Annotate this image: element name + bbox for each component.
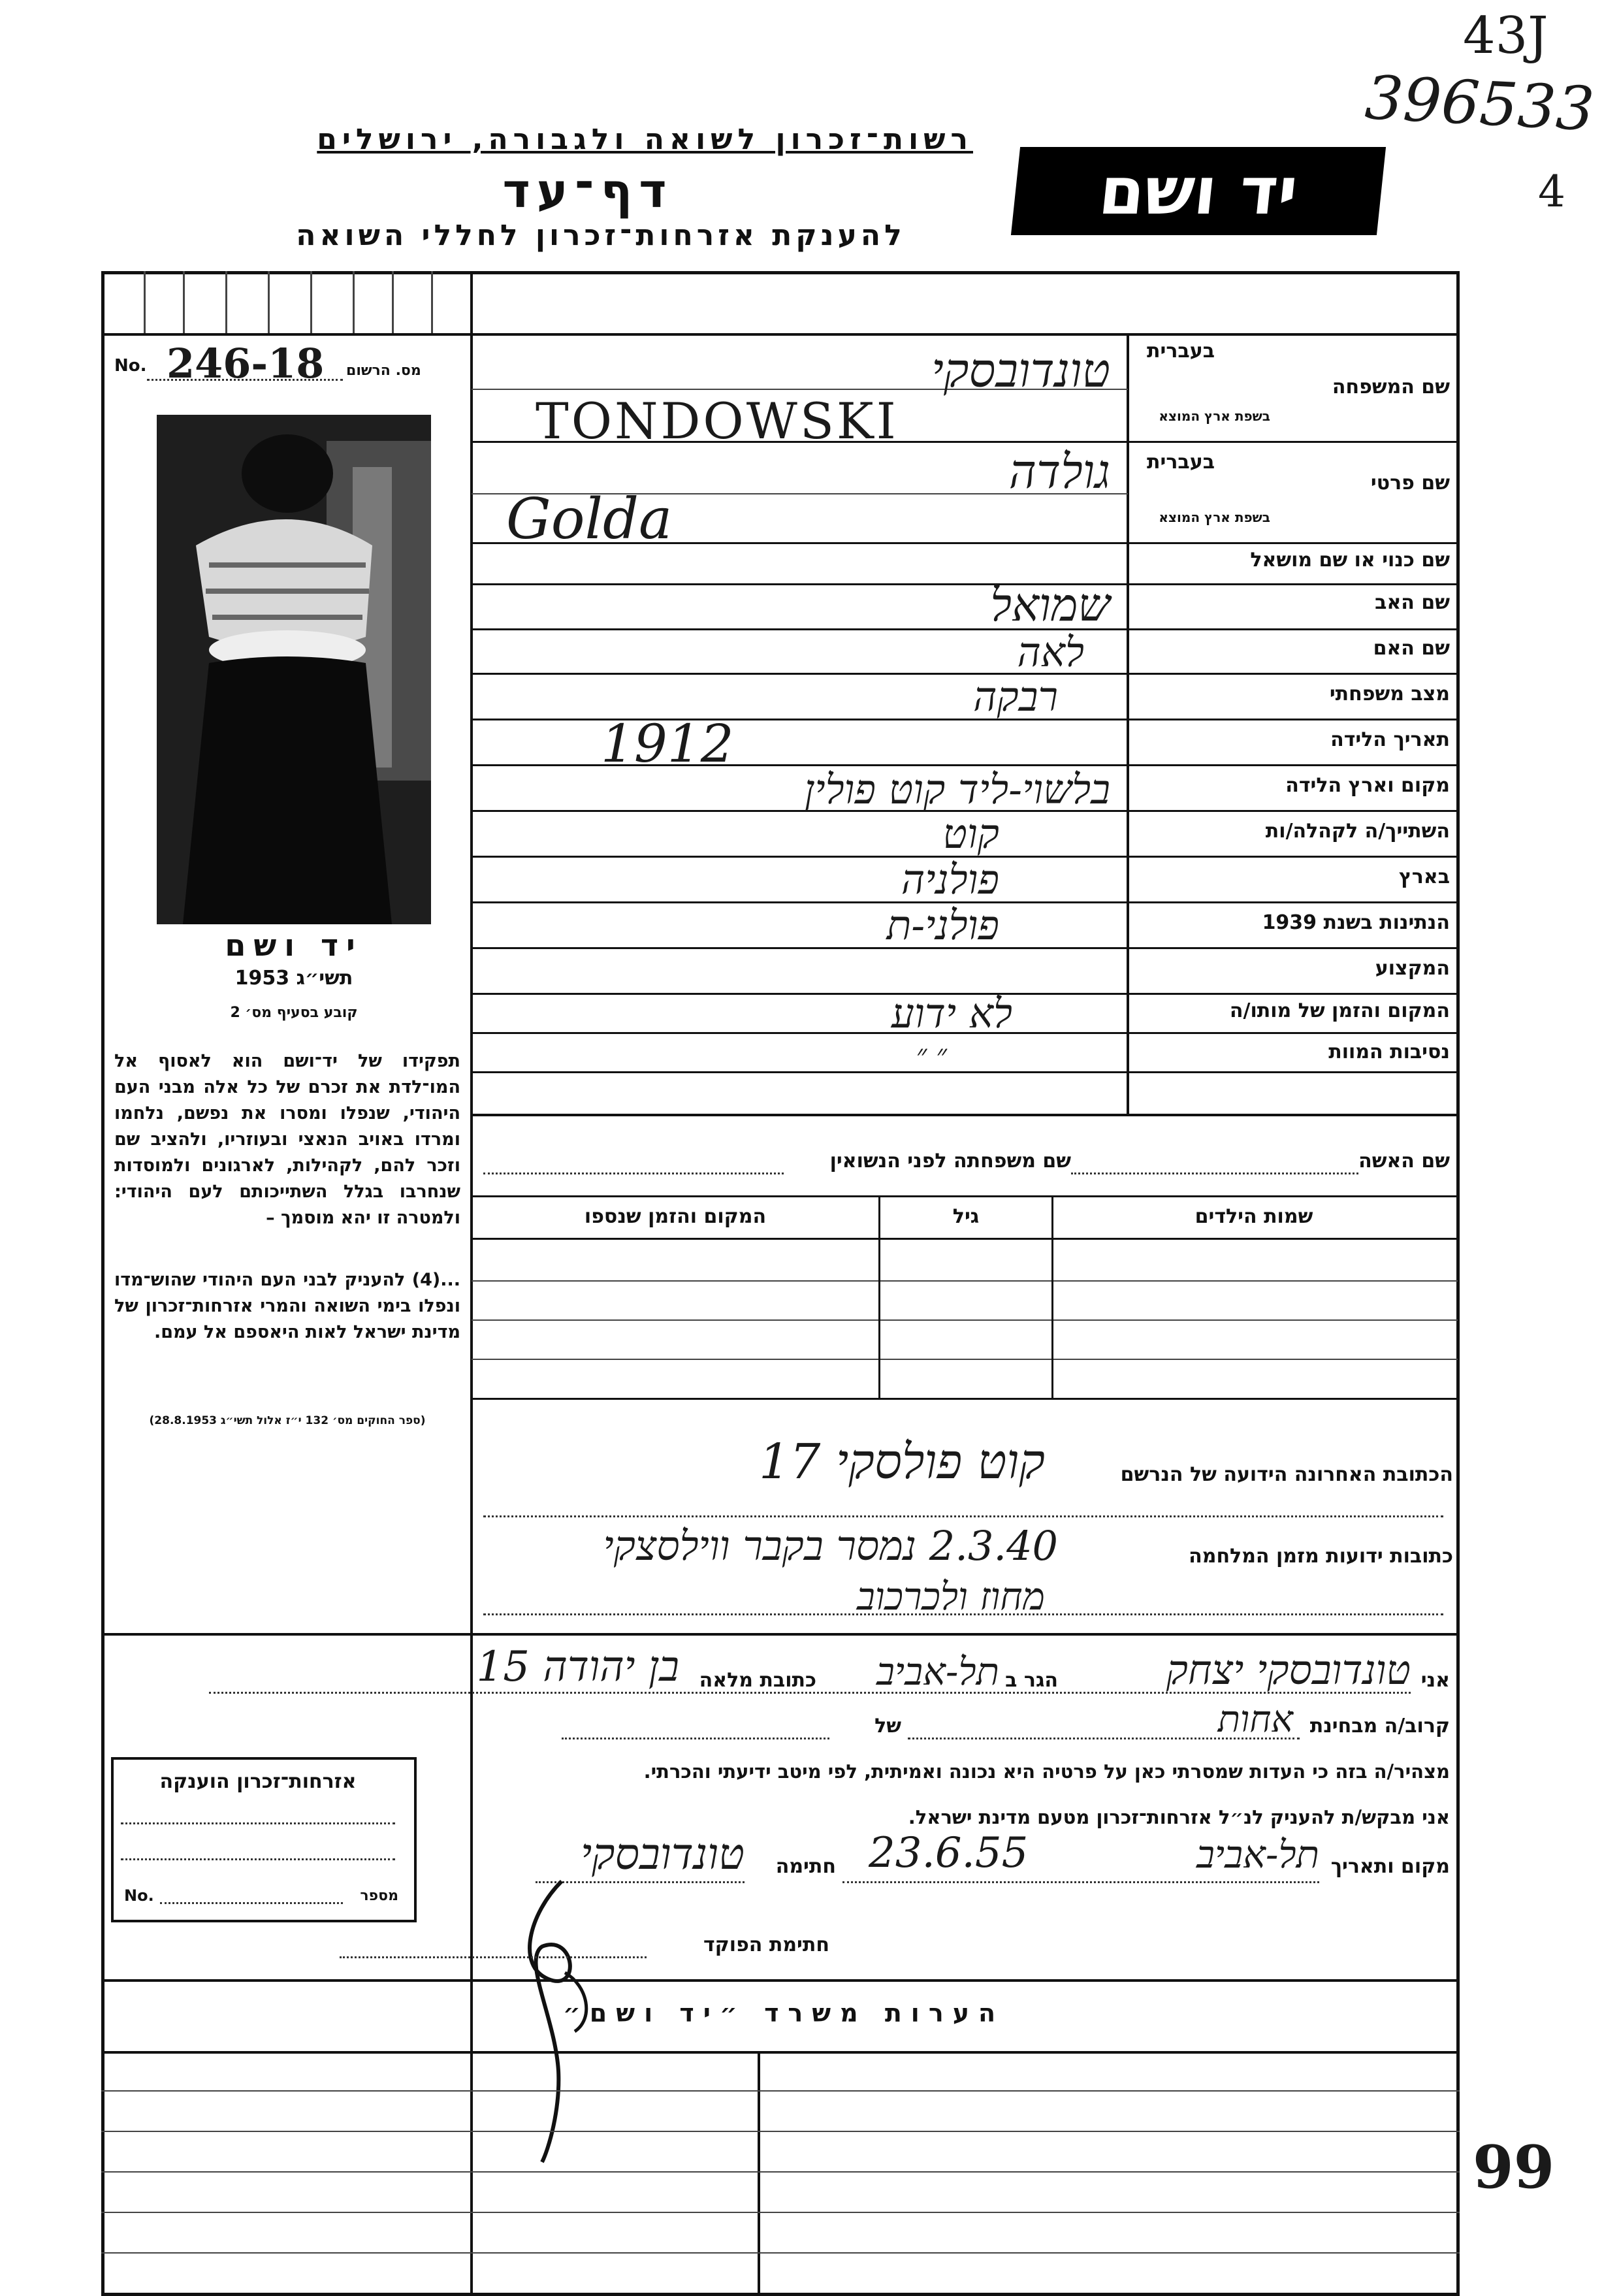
relative-label: קרוב/ה מבחינת (1309, 1715, 1450, 1738)
death-place-time-label: המקום והזמן של מותו/ה (1229, 999, 1450, 1022)
corner-mark: 4 (1538, 167, 1565, 217)
grant-box-title: אזרחות־זכרון הוענקה (159, 1770, 357, 1793)
birth-place-label: מקום וארץ הלידה (1285, 774, 1450, 797)
seal-law: קובע בסעיף מס׳ 2 (230, 1005, 358, 1021)
death-place-time-value: לא ידוע (891, 990, 1012, 1037)
office-remarks-title: הערות משרד ״יד ושם״ (562, 1999, 1005, 2028)
father-name-label: שם האב (1375, 591, 1450, 614)
registration-number: 246-18 (167, 340, 325, 387)
place-date-label: מקום ותאריך (1330, 1855, 1450, 1878)
seal-year: תשי״ג 1953 (234, 967, 353, 990)
grant-box-no-label-he: מספר (360, 1888, 398, 1904)
declarant-address: בן יהודה 15 (476, 1643, 679, 1691)
relative-value: אחות (1217, 1698, 1293, 1741)
war-address-value-1: 2.3.40 נמסר בקבר ווילסצקי (603, 1522, 1058, 1570)
page-number-bottom: 99 (1473, 2133, 1555, 2202)
nationality-1939-label: הנתינות בשנת 1939 (1262, 911, 1450, 934)
declarant-address-label: כתובת מלאה (699, 1669, 816, 1692)
declaration-line-2: אני מבקש/ת להעניק לנ״ל אזרחות־זכרון מטעם מדינת ישראל. (908, 1806, 1450, 1828)
birth-date-label: תאריך הלידה (1330, 728, 1450, 751)
marital-status-value: רבקה (973, 673, 1058, 720)
family-name-hebrew: טונדובסקי (931, 343, 1110, 398)
frame-bottom (101, 2293, 1460, 2296)
maiden-name-label: שם משפחתה לפני הנשואין (829, 1150, 1071, 1172)
relative-of-label: של (874, 1715, 901, 1738)
first-name-label: שם פרטי (1370, 472, 1450, 494)
nationality-1939-value: פולני-ת (886, 901, 999, 949)
declarant-city: תל-אביב (876, 1649, 999, 1694)
country-label: בארץ (1398, 865, 1450, 888)
mother-name-value: לאה (1017, 628, 1084, 676)
left-column-divider (470, 271, 473, 2296)
frame-top (101, 271, 1460, 274)
frame-right (1456, 271, 1460, 2296)
nickname-label: שם כנוי או שם מושאל (1250, 549, 1450, 572)
page-number-top: 43J (1463, 7, 1548, 65)
wife-name-label: שם האשה (1358, 1150, 1450, 1172)
officer-signature-label: חתימת הפוקד (703, 1933, 829, 1956)
archive-number: 396533 (1363, 62, 1596, 145)
registration-no-label: No. (114, 356, 147, 376)
yad-vashem-logo: יד ושם (1011, 147, 1386, 235)
signature-value: טונדובסקי (580, 1829, 745, 1879)
birth-place-value: בלשוי-ליד קוט פולין (804, 766, 1110, 813)
law-reference: (ספר החוקים מס׳ 132 י״ז אלול תשי״ג 28.8.1953) (149, 1414, 426, 1427)
registration-label-he: מס. הרשום (346, 363, 421, 379)
declarant-resident-label: הגר ב (1005, 1669, 1058, 1692)
mother-name-label: שם האם (1373, 637, 1450, 660)
declarant-i-label: אני (1420, 1669, 1450, 1692)
grant-box-no-label: No. (124, 1886, 154, 1905)
children-death-header: המקום והזמן שנספו (584, 1205, 767, 1228)
declarant-name: טונדובסקי יצחק (1166, 1646, 1411, 1694)
war-address-value-2: מחוז ולכרכוב (856, 1574, 1045, 1619)
last-address-label: הכתובת האחרונה הידועה של הנרשם (1120, 1463, 1453, 1486)
marital-status-label: מצב משפחתי (1329, 683, 1450, 705)
children-age-header: גיל (952, 1205, 980, 1228)
profession-label: המקצוע (1375, 957, 1450, 980)
last-address-value: קוט פולסקי 17 (759, 1434, 1045, 1490)
declaration-line-1: מצהיר/ה בזה כי העדות שמסרתי כאן על פרטיה היא נכונה ואמיתית, לפי מיטב ידיעתי והכרתי. (643, 1760, 1450, 1783)
family-name-sub-he: בעברית (1147, 340, 1215, 363)
frame-left (101, 271, 104, 2296)
first-name-hebrew: גולדה (1008, 444, 1110, 499)
father-name-value: שמואל (990, 578, 1110, 632)
place-value: תל-אביב (1196, 1832, 1319, 1877)
family-name-label: שם המשפחה (1332, 376, 1450, 398)
form-title: דף־עד (502, 163, 673, 218)
community-label: השתייך/ה לקהלה/ות (1265, 820, 1450, 843)
label-column-divider (1127, 333, 1129, 1114)
first-name-original: Golda (506, 487, 673, 552)
photo-figure (157, 415, 431, 924)
form-subtitle: להענקת אזרחות־זכרון לחללי השואה (296, 219, 906, 252)
children-names-header: שמות הילדים (1194, 1205, 1313, 1228)
birth-date-value: 1912 (601, 713, 734, 774)
signature-label: חתימה (775, 1855, 836, 1878)
clause-text: ...(4) להעניק לבני העם היהודי שהוש־מדו ונפלו בימי השואה והמרי אזרחות־זכרון של מדינת ישראל לאות היאספם אל עמם. (114, 1270, 460, 1342)
death-circumstances-label: נסיבות המוות (1328, 1041, 1450, 1063)
mission-text: תפקידו של יד־ושם הוא לאסוף אל המו־לדת את זכרם של כל אלה מבני העם היהודי, שנפלו ומסרו את נפשם, נלחמו ומרדו באויב הנאצי ובעוזריו, ולהציב שם וזכר להם, לקהילות, לארגונים ולמוסדות שנחרבו בגלל השתייכותם לעם היהודי: ולמטרה זו יהא מוסמך – (114, 1051, 460, 1228)
family-name-original: TONDOWSKI (536, 392, 899, 450)
first-name-sub-he: בעברית (1147, 451, 1215, 474)
community-value: קוט (942, 810, 999, 858)
war-address-label: כתובות ידועות מזמן המלחמה (1189, 1545, 1453, 1568)
death-circumstances-value: ״ ״ (916, 1039, 947, 1072)
victim-photo (157, 415, 431, 924)
country-value: פולניה (901, 856, 999, 903)
family-name-sub-orig: בשפת ארץ המוצא (1159, 408, 1270, 424)
seal-title: יד ושם (225, 928, 363, 963)
authority-name: רשות־זכרון לשואה ולגבורה, ירושלים (317, 123, 973, 156)
date-value: 23.6.55 (869, 1829, 1029, 1877)
first-name-sub-orig: בשפת ארץ המוצא (1159, 509, 1270, 525)
